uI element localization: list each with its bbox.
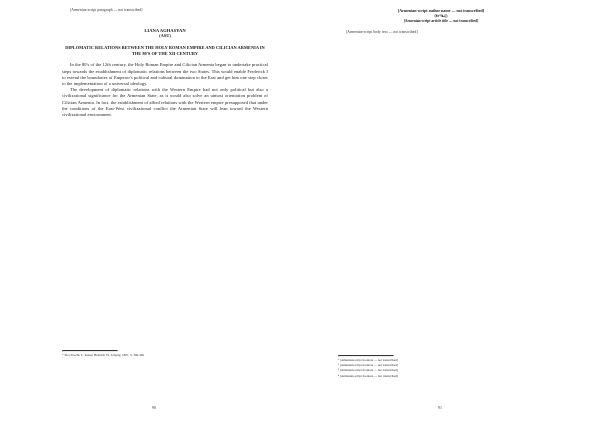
left-column	[62, 8, 268, 118]
right-page	[300, 0, 600, 424]
author-name: LIANA AGHASYAN	[144, 27, 186, 33]
footnote: ³ [Armenian-script footnote — not transcribed]	[338, 368, 398, 373]
article-title: DIPLOMATIC RELATIONS BETWEEN THE HOLY ROMAN EMPIRE AND CILICIAN ARMENIA IN THE 80'S OF THE XII CENTURY	[65, 44, 265, 56]
english-paragraph: The development of diplomatic relations with the Western Empire had not only political but also a civilizational significance for the Armenian State, as it would also solve an utmost orientation problem of Cilician Armenia. In fact, the establishment of allied relations with the Western empire presupposed that under the conditions of the East-West civilizational conflict the Armenian State will lean toward the Western civilizational environment.	[62, 87, 268, 117]
footnote-rule	[62, 350, 118, 352]
armenian-paragraph: [Armenian-script paragraph — not transcribed]	[70, 8, 143, 12]
page-number: 91	[438, 405, 442, 410]
author-affiliation: (ASU)	[159, 33, 171, 39]
armenian-paragraph: [Armenian-script body text — not transcribed]	[346, 29, 418, 34]
right-footnote-block	[338, 355, 544, 378]
author-name: [Armenian-script author name — not transcribed]	[397, 8, 485, 13]
footnote-rule	[338, 355, 394, 357]
footnote: ¹ [Armenian-script footnote — not transcribed]	[338, 358, 398, 362]
author-affiliation: (ԵՊՀ)	[434, 13, 448, 19]
english-paragraph: In the 80's of the 12th century, the Holy Roman Empire and Cilician Armenia began to undertake practical steps towards the establishment of diplomatic relations between the two States. This would enable Frederick I to extend the boundaries of Emperor's political and cultural domination to the East and get him one step closer to the implementation of a universal ideology.	[62, 62, 268, 86]
footnote: * Sk.v.Toeche T., Kaiser Heinrich VI, Leipzig, 1867, S. 369-396	[62, 353, 144, 357]
footnote: ⁴ [Armenian-script footnote — not transcribed]	[338, 373, 399, 378]
right-column	[338, 8, 544, 35]
page-number: 90	[152, 405, 156, 410]
left-footnote-block	[62, 350, 268, 357]
footnote: ² [Armenian-script footnote — not transcribed]	[338, 363, 398, 368]
article-title: [Armenian-script article title — not transcribed]	[403, 18, 479, 23]
